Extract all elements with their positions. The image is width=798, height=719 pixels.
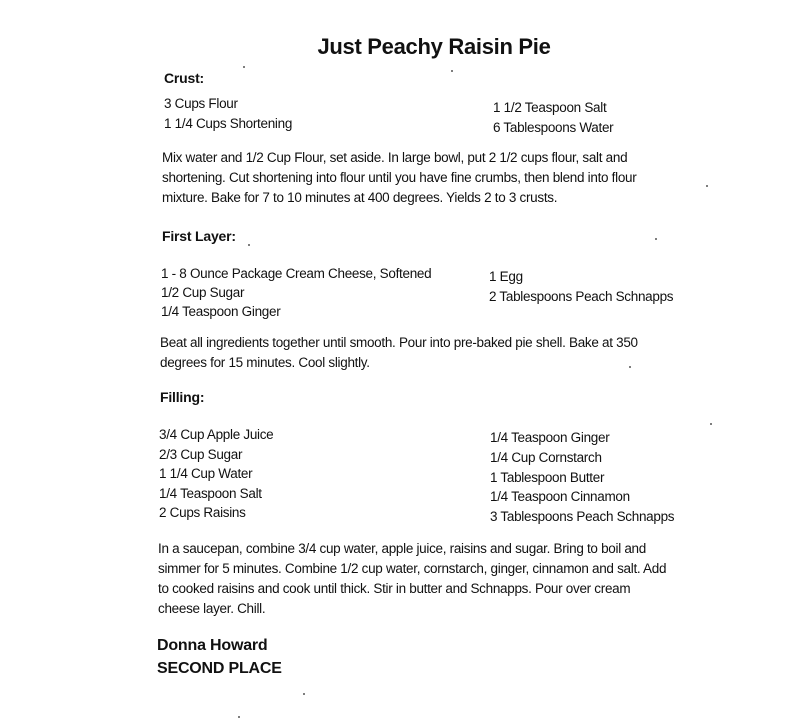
scan-speck xyxy=(706,185,708,187)
instruction-line: Mix water and 1/2 Cup Flour, set aside. In large bowl, put 2 1/2 cups flour, salt and xyxy=(162,150,628,165)
crust-ingredients-right xyxy=(493,98,613,138)
ingredient: 6 Tablespoons Water xyxy=(493,120,614,135)
ingredient: 2/3 Cup Sugar xyxy=(159,446,243,462)
author-name: Donna Howard xyxy=(157,637,268,654)
instruction-line: In a saucepan, combine 3/4 cup water, apple juice, raisins and sugar. Bring to boil and xyxy=(158,541,646,556)
crust-instructions xyxy=(162,148,636,208)
ingredient: 1 1/2 Teaspoon Salt xyxy=(493,100,607,115)
scan-speck xyxy=(238,716,240,718)
scan-speck xyxy=(248,244,250,246)
first-layer-ingredients-left xyxy=(161,264,431,321)
filling-ingredients-right xyxy=(490,428,674,527)
scan-speck xyxy=(243,66,245,68)
instruction-line: mixture. Bake for 7 to 10 minutes at 400 degrees. Yields 2 to 3 crusts. xyxy=(162,190,558,205)
ingredient: 1/4 Teaspoon Salt xyxy=(159,485,262,501)
instruction-line: Beat all ingredients together until smooth. Pour into pre-baked pie shell. Bake at 350 xyxy=(160,335,638,350)
ingredient: 1 Egg xyxy=(489,269,523,284)
instruction-line: to cooked raisins and cook until thick. Stir in butter and Schnapps. Pour over cream xyxy=(158,581,631,596)
ingredient: 1/4 Teaspoon Ginger xyxy=(490,430,610,445)
filling-heading: Filling: xyxy=(160,389,205,405)
instruction-line: shortening. Cut shortening into flour until you have fine crumbs, then blend into flour xyxy=(162,170,637,185)
crust-heading: Crust: xyxy=(164,70,205,86)
instruction-line: simmer for 5 minutes. Combine 1/2 cup water, cornstarch, ginger, cinnamon and salt. Add xyxy=(158,561,667,576)
scan-speck xyxy=(303,693,305,695)
scan-speck xyxy=(710,423,712,425)
filling-instructions xyxy=(158,539,666,619)
instruction-line: cheese layer. Chill. xyxy=(158,601,266,616)
scan-speck xyxy=(655,238,657,240)
ingredient: 1 1/4 Cups Shortening xyxy=(164,116,293,131)
ingredient: 3 Cups Flour xyxy=(164,96,238,111)
ingredient: 1/4 Teaspoon Ginger xyxy=(161,304,281,319)
recipe-title: Just Peachy Raisin Pie xyxy=(317,34,551,59)
ingredient: 1/2 Cup Sugar xyxy=(161,285,245,300)
first-layer-ingredients-right xyxy=(489,267,673,307)
placement-label: SECOND PLACE xyxy=(157,660,282,677)
first-layer-instructions xyxy=(160,333,638,373)
ingredient: 1/4 Cup Cornstarch xyxy=(490,449,602,465)
ingredient: 3/4 Cup Apple Juice xyxy=(159,427,274,442)
ingredient: 2 Cups Raisins xyxy=(159,505,246,520)
first-layer-heading: First Layer: xyxy=(162,228,236,244)
filling-ingredients-left xyxy=(159,425,273,523)
scan-speck xyxy=(451,70,453,72)
signature-block xyxy=(157,634,282,680)
crust-ingredients-left xyxy=(164,94,292,134)
ingredient: 1 1/4 Cup Water xyxy=(159,466,253,481)
ingredient: 1 Tablespoon Butter xyxy=(490,469,605,485)
ingredient: 3 Tablespoons Peach Schnapps xyxy=(490,509,675,525)
instruction-line: degrees for 15 minutes. Cool slightly. xyxy=(160,355,370,370)
ingredient: 1 - 8 Ounce Package Cream Cheese, Softened xyxy=(161,266,432,281)
ingredient: 1/4 Teaspoon Cinnamon xyxy=(490,489,630,505)
ingredient: 2 Tablespoons Peach Schnapps xyxy=(489,289,674,304)
scan-speck xyxy=(629,366,631,368)
